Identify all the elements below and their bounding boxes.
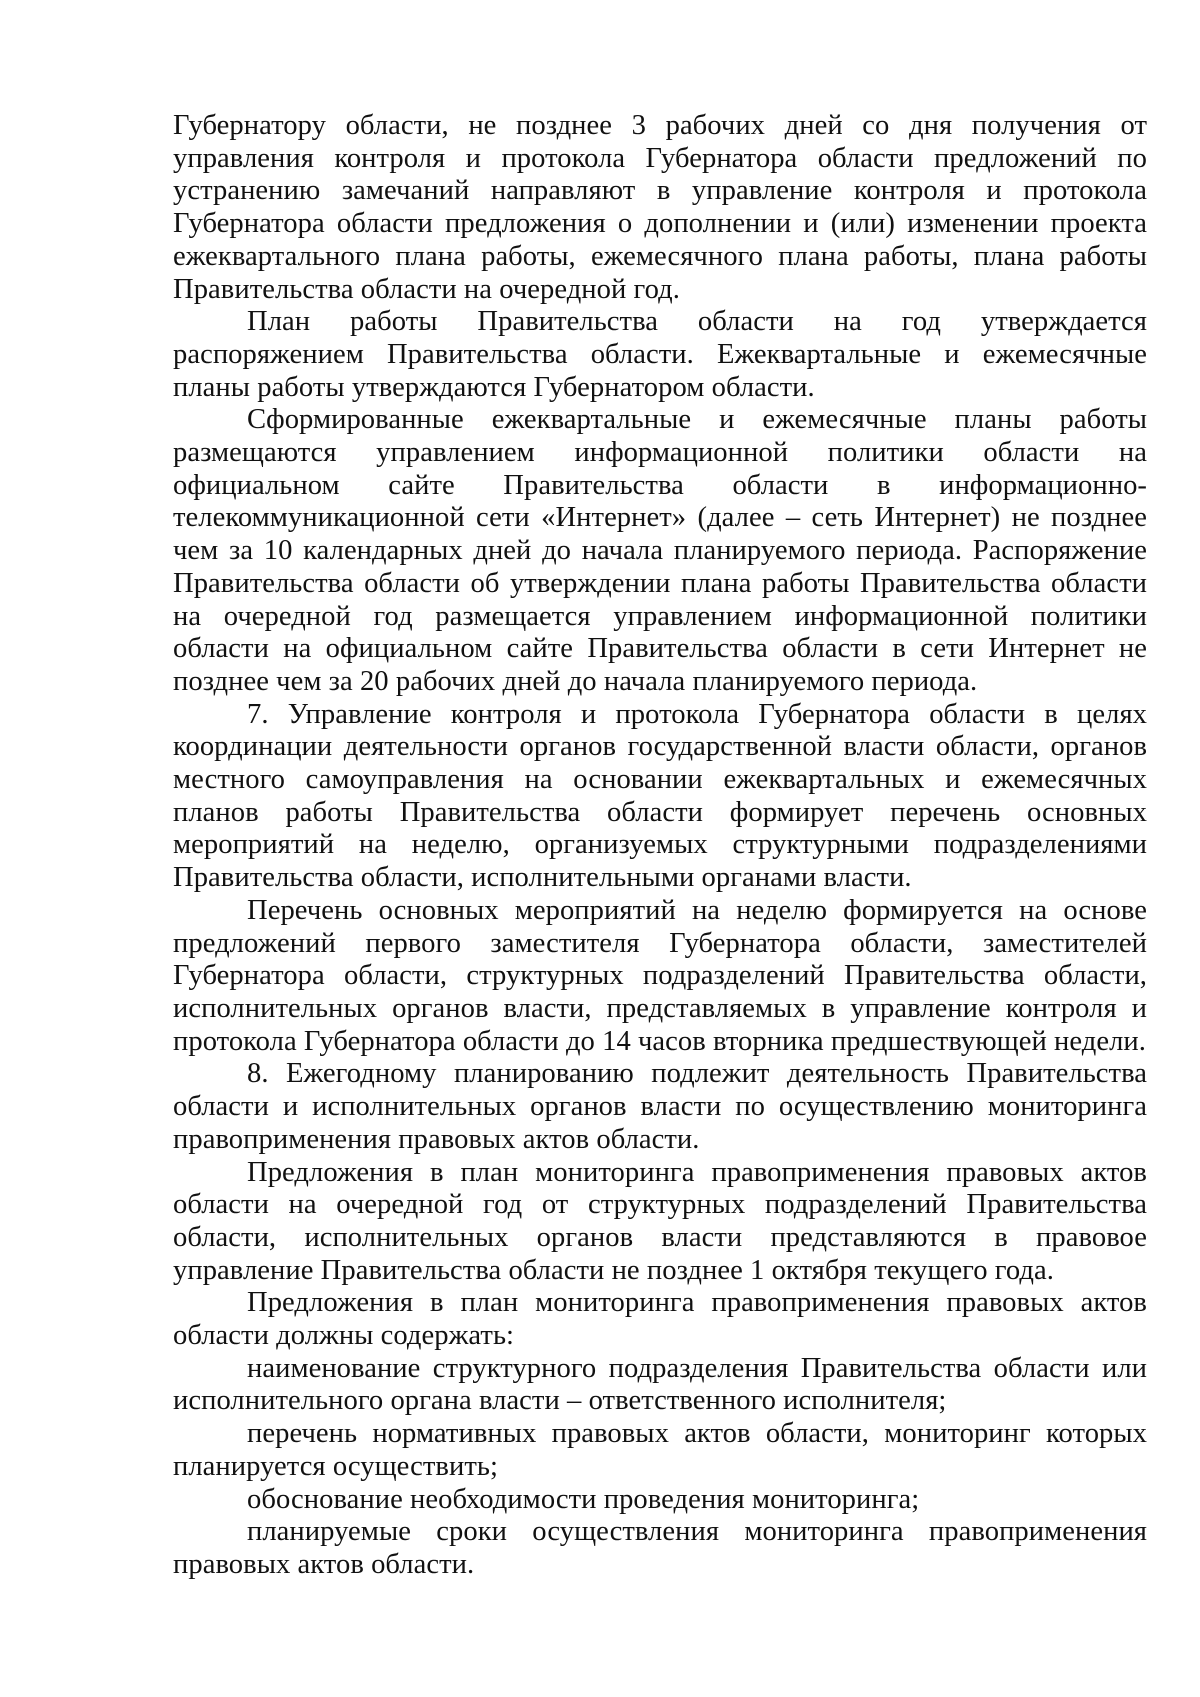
list-item-justification: обоснование необходимости проведения мониторинга; (247, 1483, 920, 1515)
paragraph-item-7: 7. Управление контроля и протокола Губернатора области в целях координации деятельности органов государственной власти области, органов местного самоуправления на основании ежеквартальных и ежемесячных планов работы Правительства области формирует перечень основных мероприятий на неделю, организуемых структурными подразделениями Правительства области, исполнительными органами власти. (173, 698, 1147, 894)
list-item-timeline: планируемые сроки осуществления мониторинга правоприменения правовых актов области. (173, 1516, 1147, 1580)
list-item-executor: наименование структурного подразделения Правительства области или исполнительного органа власти – ответственного исполнителя; (173, 1352, 1147, 1417)
paragraph-continuation: Губернатору области, не позднее 3 рабочих дней со дня получения от управления контроля и протокола Губернатора области предложений по устранению замечаний направляют в управление контроля и протокола Губернатора области предложения о дополнении и (или) изменении проекта ежеквартального плана работы, ежемесячного плана работы, плана работы Правительства области на очередной год. (173, 110, 1147, 305)
document-page (173, 110, 1147, 1582)
paragraph-plan-publication: Сформированные ежеквартальные и ежемесячные планы работы размещаются управлением информационной политики области на официальном сайте Правительства области в информационно-телекоммуникационной сети «Интернет» (далее – сеть Интернет) не позднее чем за 10 календарных дней до начала планируемого периода. Распоряжение Правительства области об утверждении плана работы Правительства области на очередной год размещается управлением информационной политики области на официальном сайте Правительства области в сети Интернет не позднее чем за 20 рабочих дней до начала планируемого периода. (173, 404, 1147, 697)
list-item-acts: перечень нормативных правовых актов области, мониторинг которых планируется осуществить; (173, 1418, 1147, 1482)
paragraph-proposals-content: Предложения в план мониторинга правоприменения правовых актов области должны содержать: (173, 1287, 1147, 1352)
paragraph-item-8: 8. Ежегодному планированию подлежит деятельность Правительства области и исполнительных органов власти по осуществлению мониторинга правоприменения правовых актов области. (173, 1058, 1147, 1155)
paragraph-weekly-events: Перечень основных мероприятий на неделю формируется на основе предложений первого заместителя Губернатора области, заместителей Губернатора области, структурных подразделений Правительства области, исполнительных органов власти, представляемых в управление контроля и протокола Губернатора области до 14 часов вторника предшествующей недели. (173, 894, 1147, 1057)
paragraph-plan-approval: План работы Правительства области на год утверждается распоряжением Правительства области. Ежеквартальные и ежемесячные планы работы утверждаются Губернатором области. (173, 306, 1147, 403)
paragraph-monitoring-proposals: Предложения в план мониторинга правоприменения правовых актов области на очередной год от структурных подразделений Правительства области, исполнительных органов власти представляются в правовое управление Правительства области не позднее 1 октября текущего года. (173, 1156, 1147, 1286)
